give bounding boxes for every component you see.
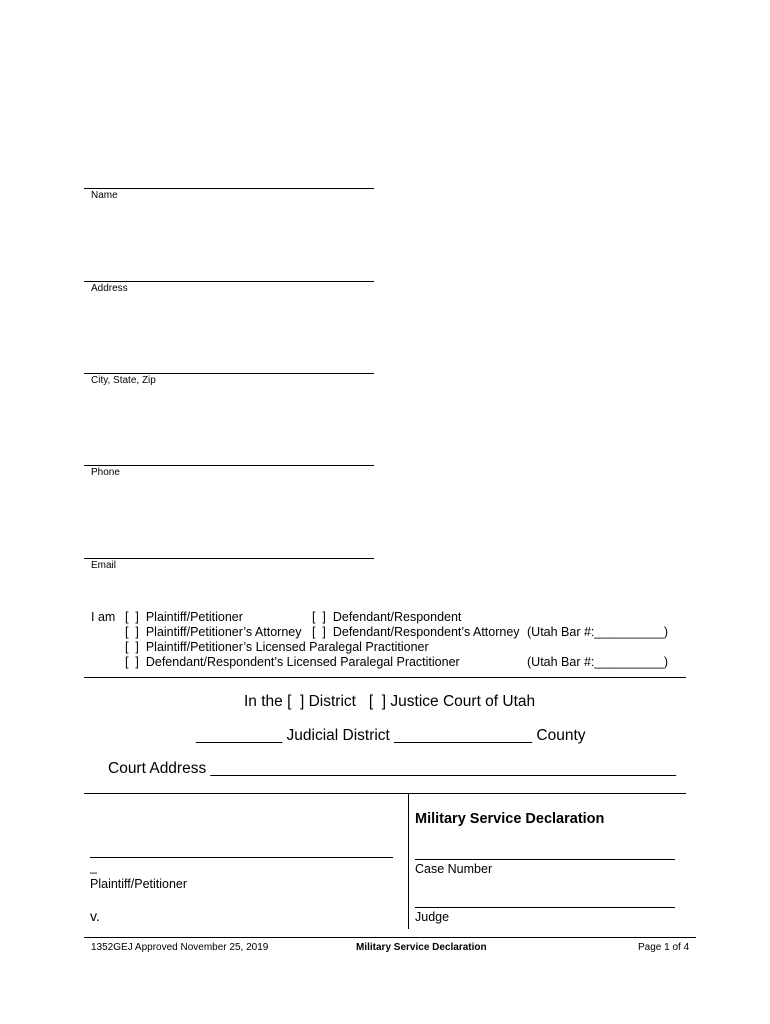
footer-title: Military Service Declaration: [356, 942, 487, 953]
plaintiff-name-line[interactable]: [90, 857, 393, 858]
plaintiff-petitioner-label: Plaintiff/Petitioner: [90, 877, 188, 891]
name-line: [84, 188, 374, 189]
utah-bar-number-2[interactable]: (Utah Bar #:__________): [527, 655, 669, 669]
name-label: Name: [91, 190, 118, 201]
email-label: Email: [91, 560, 117, 571]
phone-line: [84, 465, 374, 466]
judge-line[interactable]: [415, 907, 675, 908]
city-state-zip-line: [84, 373, 374, 374]
role-defendant-paralegal[interactable]: [ ] Defendant/Respondent’s Licensed Paralegal Practitioner: [125, 655, 460, 669]
role-plaintiff-petitioner[interactable]: [ ] Plaintiff/Petitioner: [125, 610, 243, 624]
phone-field[interactable]: [84, 465, 374, 478]
judge-label: Judge: [415, 910, 450, 924]
roles-divider: [84, 677, 686, 678]
plaintiff-underscore: _: [90, 860, 97, 874]
caption-divider: [408, 793, 409, 929]
phone-label: Phone: [91, 467, 120, 478]
court-heading[interactable]: In the [ ] District [ ] Justice Court of Utah: [244, 693, 536, 710]
city-state-zip-field[interactable]: [84, 373, 374, 386]
address-field[interactable]: [84, 281, 374, 294]
role-plaintiff-paralegal[interactable]: [ ] Plaintiff/Petitioner’s Licensed Paralegal Practitioner: [125, 640, 429, 654]
address-label: Address: [91, 283, 128, 294]
form-title: Military Service Declaration: [415, 811, 605, 827]
footer-form-id: 1352GEJ Approved November 25, 2019: [91, 942, 269, 953]
case-number-label: Case Number: [415, 862, 493, 876]
versus-label: v.: [90, 908, 100, 924]
role-defendant-attorney[interactable]: [ ] Defendant/Respondent’s Attorney: [312, 625, 520, 639]
city-state-zip-label: City, State, Zip: [91, 375, 156, 386]
email-field[interactable]: [84, 558, 374, 571]
utah-bar-number-1[interactable]: (Utah Bar #:__________): [527, 625, 669, 639]
case-number-line[interactable]: [415, 859, 675, 860]
address-line: [84, 281, 374, 282]
judicial-district-line[interactable]: __________ Judicial District ________________ County: [196, 727, 586, 744]
role-defendant-respondent[interactable]: [ ] Defendant/Respondent: [312, 610, 462, 624]
footer-page-number: Page 1 of 4: [638, 942, 690, 953]
court-address-line[interactable]: Court Address ______________________________________________________: [108, 760, 677, 777]
role-plaintiff-attorney[interactable]: [ ] Plaintiff/Petitioner’s Attorney: [125, 625, 302, 639]
i-am-label: I am: [91, 610, 116, 624]
caption-top-border: [84, 793, 686, 794]
email-line: [84, 558, 374, 559]
footer-divider: [84, 937, 696, 938]
name-field[interactable]: [84, 188, 374, 201]
